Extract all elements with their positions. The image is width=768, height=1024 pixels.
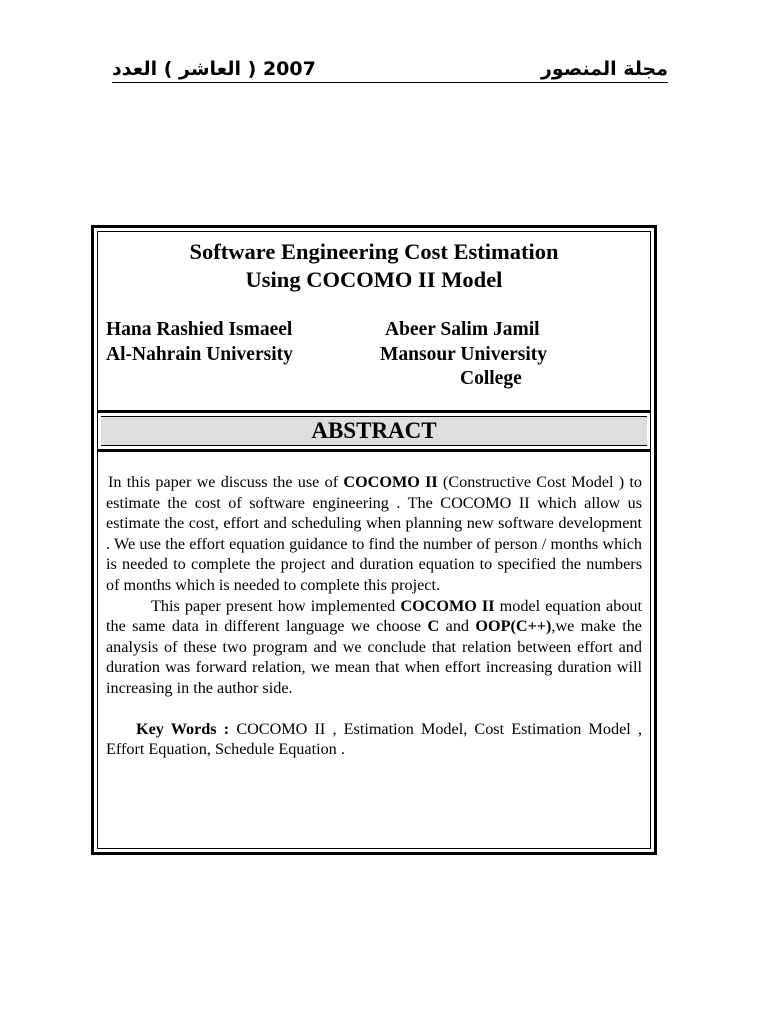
paper-title bbox=[98, 238, 650, 294]
keywords-text: COCOMO II , Estimation Model, Cost Estimation Model , Effort Equation, Schedule Equation . bbox=[106, 719, 643, 759]
author-1-affiliation: Al-Nahrain University bbox=[106, 343, 293, 365]
author-2-affiliation: Mansour University bbox=[380, 343, 548, 365]
title-line-1: Software Engineering Cost Estimation bbox=[189, 239, 559, 264]
abstract-paragraph-1: In this paper we discuss the use of COCOMO II (Constructive Cost Model ) to estimate the cost of software engineering . The COCOMO II which allow us estimate the cost, effort and scheduling when planning new software development . We use the effort equation guidance to find the number of person / months which is needed to complete the project and duration equation to specified the numbers of months which is needed to complete this project. bbox=[106, 473, 643, 594]
header-issue: 2007 ( العاشر ) العدد bbox=[112, 58, 316, 80]
author-1-name: Hana Rashied Ismaeel bbox=[106, 319, 293, 340]
abstract-paragraph-2: This paper present how implemented COCOMO II model equation about the same data in different language we choose C and OOP(C++),we make the analysis of these two program and we conclude that relation between effort and duration was forward relation, we mean that when effort increasing duration will increasing in the author side. bbox=[106, 596, 643, 697]
header-journal-name: مجلة المنصور bbox=[540, 58, 668, 80]
author-2-name: Abeer Salim Jamil bbox=[385, 319, 540, 340]
author-2 bbox=[380, 318, 640, 392]
abstract-heading: ABSTRACT bbox=[101, 416, 647, 446]
keywords bbox=[106, 719, 642, 760]
title-abstract-frame bbox=[91, 225, 657, 855]
frame-inner-border bbox=[97, 231, 651, 849]
abstract-body bbox=[106, 472, 642, 760]
abstract-heading-bar bbox=[98, 410, 650, 452]
running-header bbox=[112, 58, 668, 83]
author-2-affiliation-cont: College bbox=[460, 368, 522, 389]
title-line-2: Using COCOMO II Model bbox=[245, 267, 503, 292]
author-1 bbox=[106, 318, 336, 367]
keywords-label: Key Words : bbox=[136, 719, 237, 738]
